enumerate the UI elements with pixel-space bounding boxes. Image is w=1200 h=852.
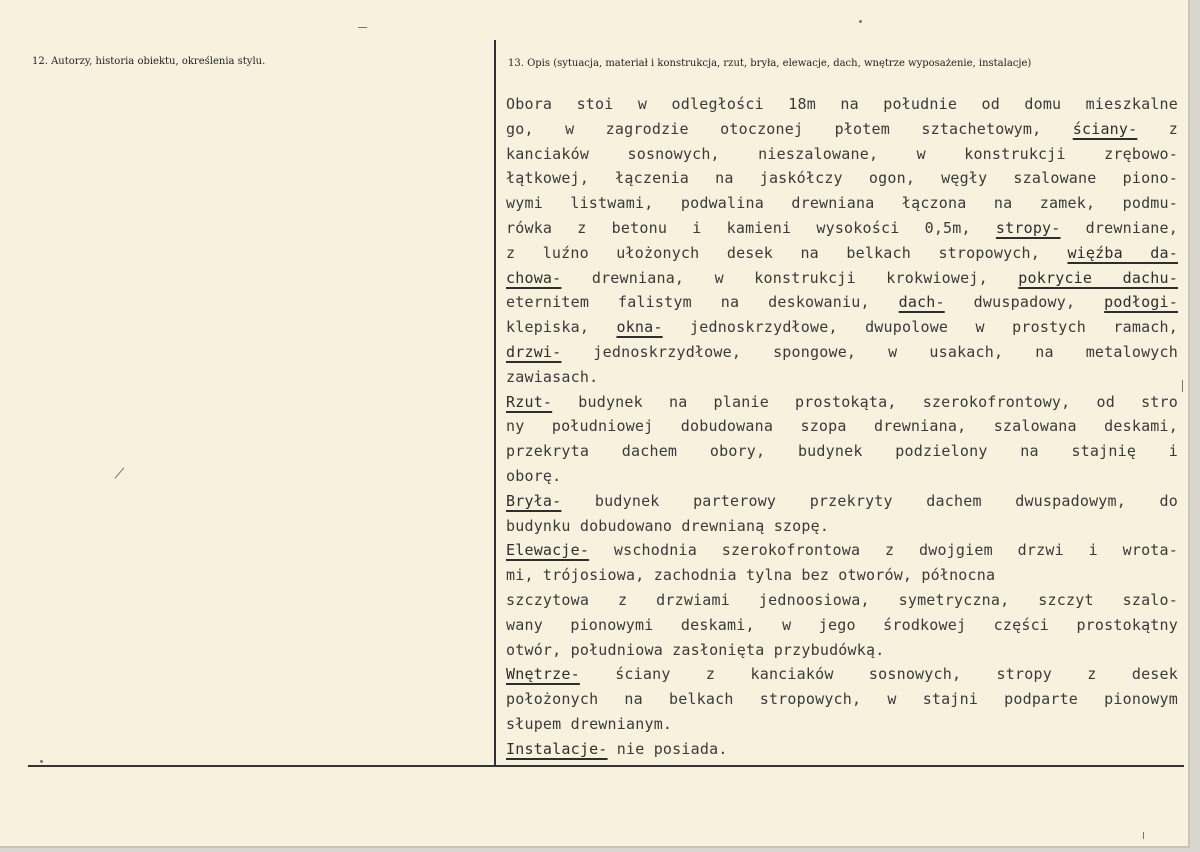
underlined-term: pokrycie dachu-: [1018, 268, 1178, 287]
column-divider: [494, 40, 496, 766]
typed-line: [506, 514, 1178, 539]
typed-text: ściany z kanciaków sosnowych, stropy z desek: [579, 665, 1178, 684]
typed-line: [506, 191, 1178, 216]
underlined-term: drzwi-: [506, 342, 562, 361]
typed-line: [506, 662, 1178, 687]
typed-text: kanciaków sosnowych, nieszalowane, w konstrukcji zrębowo-: [506, 144, 1178, 163]
bottom-rule: [28, 765, 1184, 767]
typed-text: go, w zagrodzie otoczonej płotem sztachetowym,: [506, 119, 1073, 138]
typed-text: słupem drewnianym.: [506, 714, 673, 733]
typed-line: [506, 563, 1178, 588]
paper-speck: [115, 467, 125, 478]
typed-text: mi, trójosiowa, zachodnia tylna bez otworów, północna: [506, 566, 996, 585]
typed-line: [506, 315, 1178, 340]
typed-text: drewniana, w konstrukcji krokwiowej,: [561, 268, 1019, 287]
typed-line: [506, 638, 1178, 663]
underlined-term: Wnętrze-: [506, 665, 580, 684]
paper-speck: [1182, 380, 1183, 392]
underlined-term: podłogi-: [1104, 293, 1178, 312]
typed-text: budynek na planie prostokąta, szerokofrontowy, od stro: [552, 392, 1178, 411]
paper-speck: [358, 27, 367, 28]
underlined-term: ściany-: [1072, 119, 1138, 138]
typed-line: [506, 340, 1178, 365]
typed-line: [506, 266, 1178, 291]
section-13-heading: 13. Opis (sytuacja, materiał i konstrukcja, rzut, bryła, elewacje, dach, wnętrze wyposażenie, instalacje): [508, 58, 1032, 69]
typed-text: wymi listwami, podwalina drewniana łączona na zamek, podmu-: [506, 194, 1178, 213]
typed-line: [506, 290, 1178, 315]
typed-line: [506, 489, 1178, 514]
typed-text: oborę.: [506, 466, 562, 485]
typed-text: przekryta dachem obory, budynek podzielony na stajnię i: [506, 442, 1178, 461]
typed-description: [506, 92, 1178, 762]
typed-line: [506, 117, 1178, 142]
underlined-term: Elewacje-: [506, 541, 590, 560]
section-12-heading: 12. Autorzy, historia obiektu, określenia stylu.: [32, 56, 266, 67]
underlined-term: więźba da-: [1067, 243, 1178, 262]
typed-line: [506, 588, 1178, 613]
typed-text: łątkowej, łączenia na jaskółczy ogon, węgły szalowane piono-: [506, 169, 1178, 188]
underlined-term: stropy-: [995, 218, 1061, 237]
typed-text: z luźno ułożonych desek na belkach stropowych,: [506, 243, 1068, 262]
typed-line: [506, 414, 1178, 439]
typed-text: eternitem falistym na deskowaniu,: [506, 293, 899, 312]
typed-text: otwór, południowa zasłonięta przybudówką.: [506, 640, 885, 659]
typed-line: [506, 216, 1178, 241]
paper-speck: [859, 20, 862, 23]
typed-text: ny południowej dobudowana szopa drewniana, szalowana deskami,: [506, 417, 1178, 436]
underlined-term: Rzut-: [506, 392, 553, 411]
underlined-term: okna-: [616, 318, 663, 337]
underlined-term: chowa-: [506, 268, 562, 287]
typed-line: [506, 538, 1178, 563]
typed-text: dwuspadowy,: [944, 293, 1105, 312]
typed-line: [506, 737, 1178, 762]
typed-text: szczytowa z drzwiami jednoosiowa, symetryczna, szczyt szalo-: [506, 590, 1178, 609]
typed-text: wany pionowymi deskami, w jego środkowej części prostokątny: [506, 615, 1178, 634]
typed-text: jednoskrzydłowe, dwupolowe w prostych ramach,: [662, 318, 1178, 337]
typed-line: [506, 142, 1178, 167]
underlined-term: Bryła-: [506, 491, 562, 510]
typed-text: wschodnia szerokofrontowa z dwojgiem drzwi i wrota-: [589, 541, 1178, 560]
typed-text: położonych na belkach stropowych, w stajni podparte pionowym: [506, 690, 1178, 709]
typed-text: klepiska,: [506, 318, 617, 337]
typed-line: [506, 390, 1178, 415]
typed-line: [506, 166, 1178, 191]
typed-text: nie posiada.: [607, 739, 728, 758]
typed-text: rówka z betonu i kamieni wysokości 0,5m,: [506, 218, 996, 237]
typed-line: [506, 687, 1178, 712]
typed-line: [506, 241, 1178, 266]
typed-text: zawiasach.: [506, 367, 599, 386]
typed-text: Obora stoi w odległości 18m na południe od domu mieszkalne: [506, 95, 1178, 113]
underlined-term: dach-: [898, 293, 945, 312]
underlined-term: Instalacje-: [506, 739, 608, 758]
typed-text: budynek parterowy przekryty dachem dwuspadowym, do: [561, 491, 1178, 510]
typed-line: [506, 613, 1178, 638]
typed-line: [506, 92, 1178, 117]
typed-text: z: [1137, 119, 1178, 138]
typed-line: [506, 365, 1178, 390]
typed-line: [506, 439, 1178, 464]
typed-text: jednoskrzydłowe, spongowe, w usakach, na metalowych: [561, 342, 1178, 361]
paper-speck: [40, 760, 43, 763]
typed-text: drewniane,: [1060, 218, 1178, 237]
typed-line: [506, 712, 1178, 737]
paper-speck: [1143, 832, 1144, 839]
typed-line: [506, 464, 1178, 489]
typed-text: budynku dobudowano drewnianą szopę.: [506, 516, 830, 535]
